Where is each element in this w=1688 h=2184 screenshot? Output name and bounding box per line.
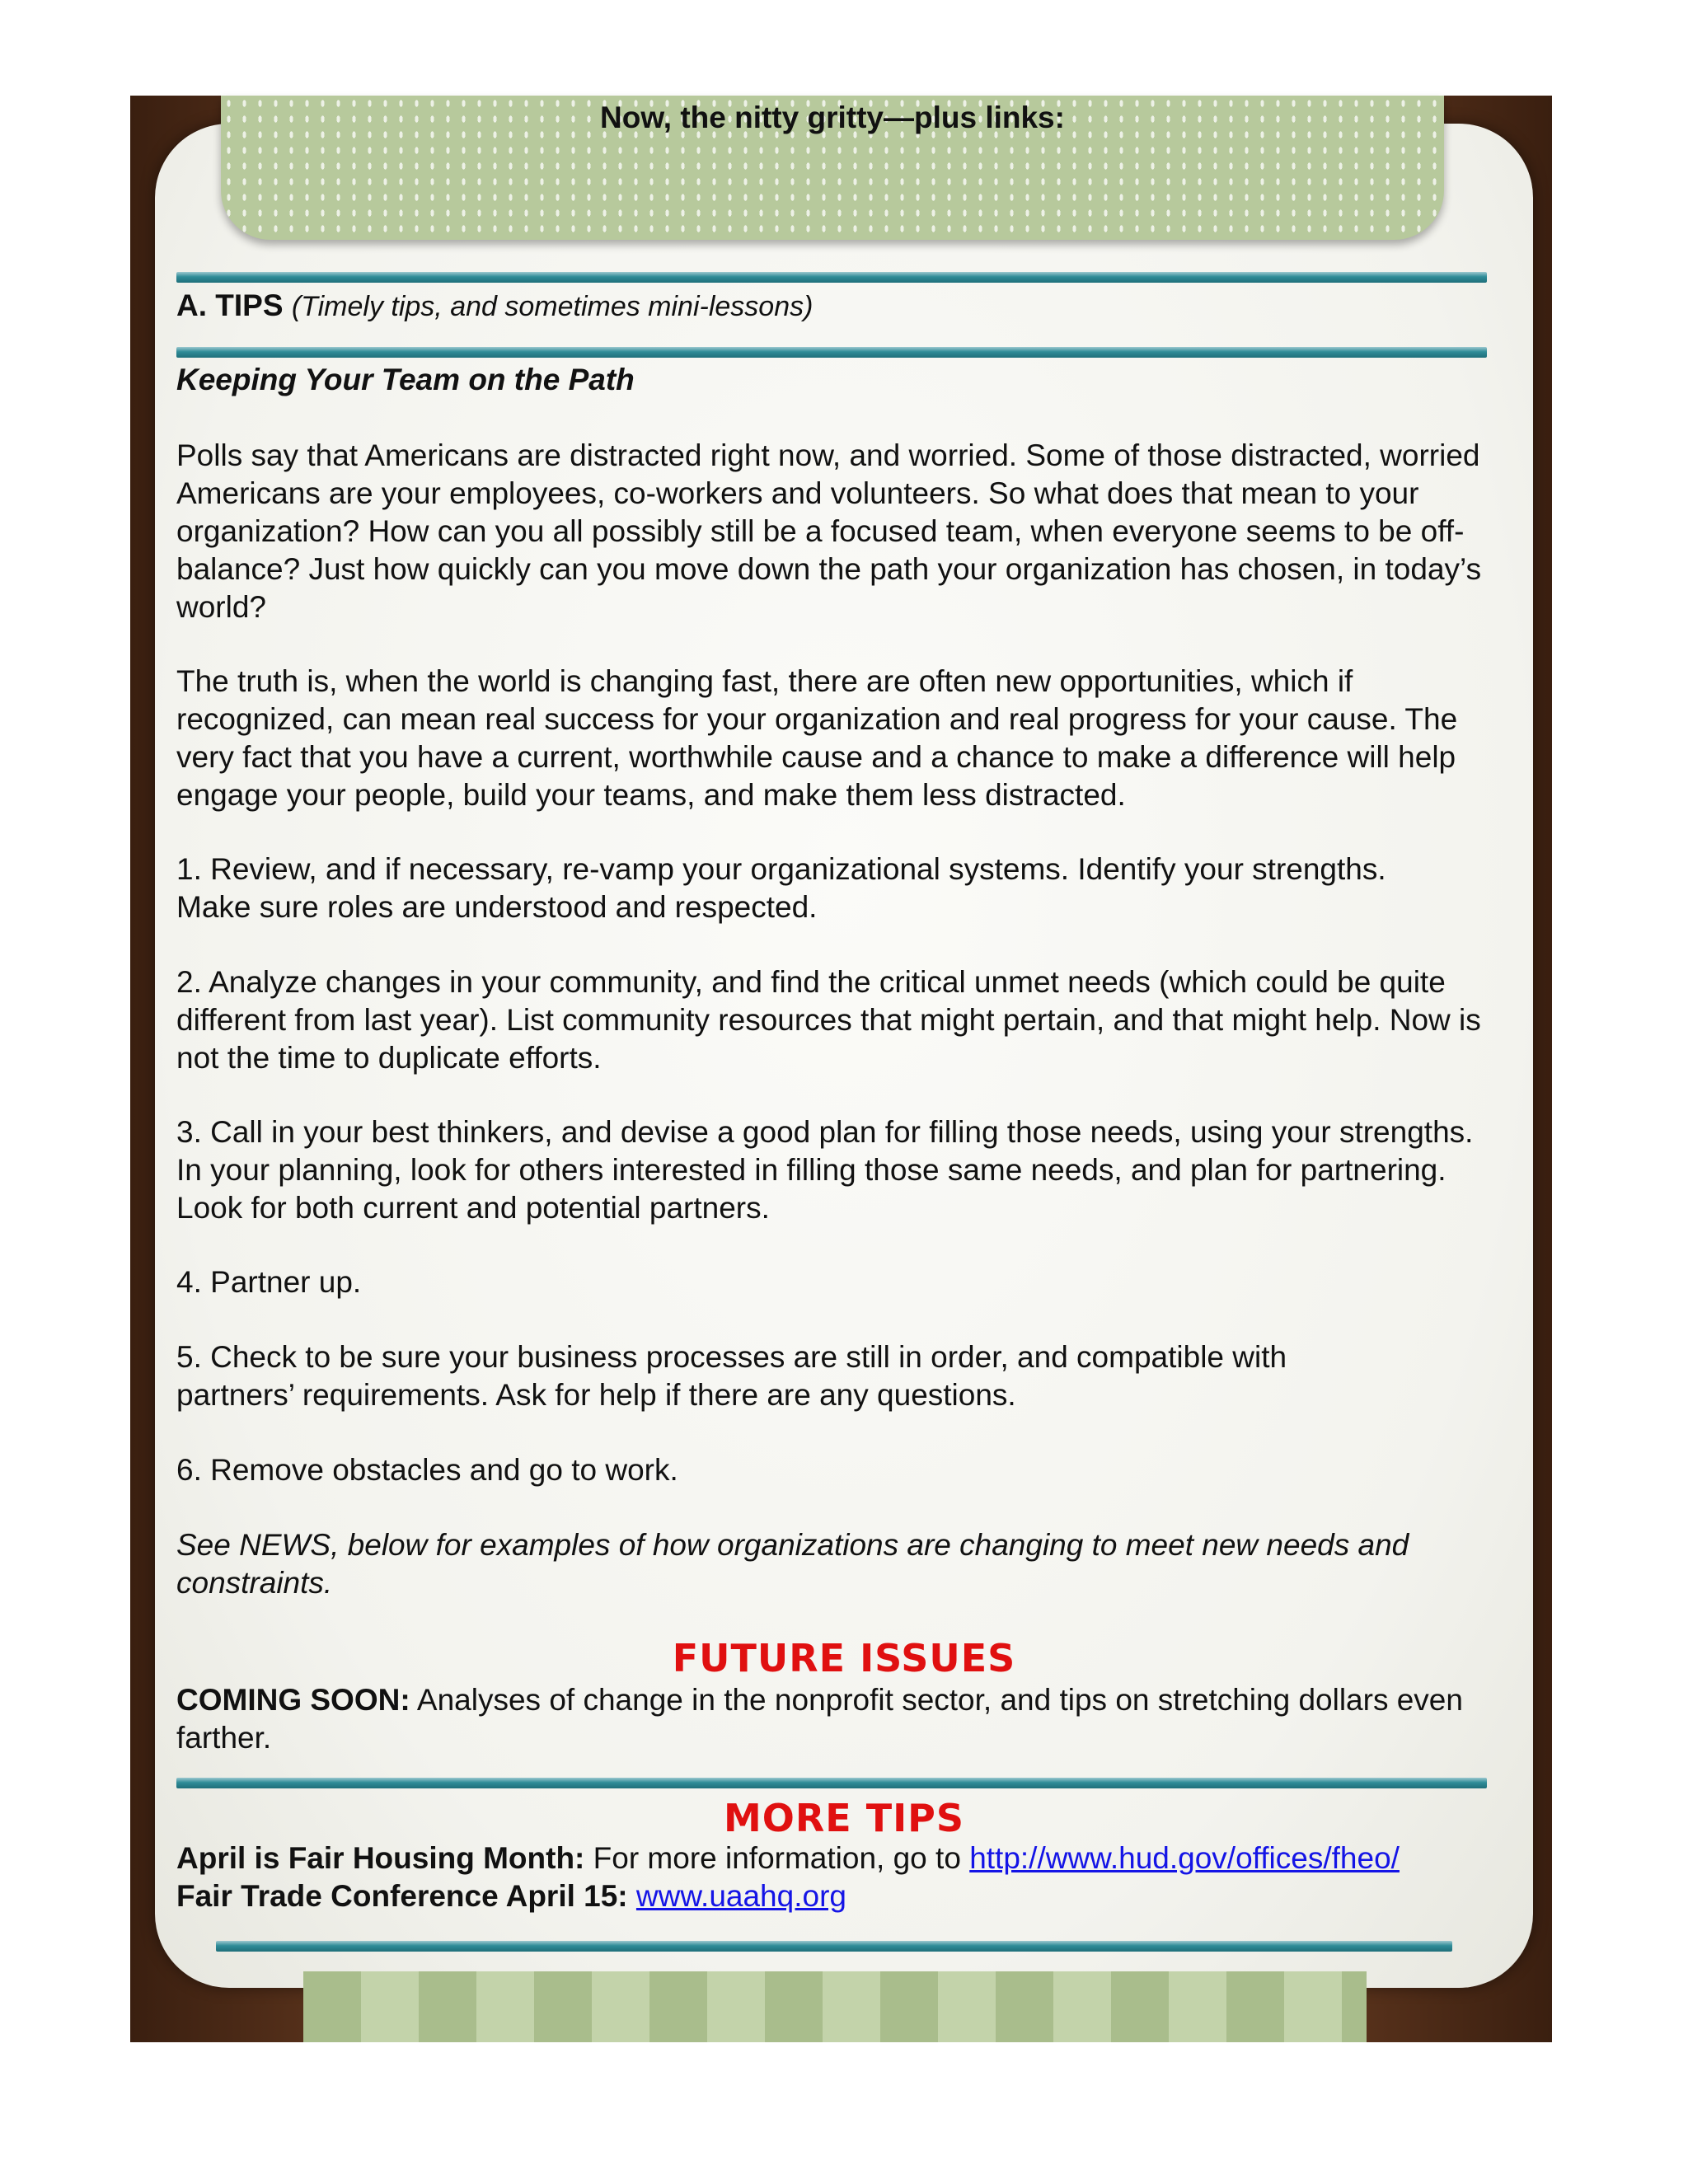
more-tips-item (176, 1840, 1528, 1877)
hud-fheo-link[interactable]: http://www.hud.gov/offices/fheo/ (969, 1841, 1400, 1875)
more-tips-heading: MORE TIPS (723, 1796, 965, 1840)
future-issues-heading: FUTURE ISSUES (672, 1636, 1016, 1680)
more-tips-item-text (628, 1879, 636, 1913)
more-tips-item-text: For more information, go to (584, 1841, 970, 1875)
divider-rule (176, 347, 1487, 358)
list-item: 2. Analyze changes in your community, and find the critical unmet needs (which could be quite different from last year). List community resources that might pertain, and that might help. Now is not the time to duplicate efforts. (176, 965, 1481, 1075)
tips-section-heading (176, 287, 1512, 326)
closing-note: See NEWS, below for examples of how organizations are changing to meet new needs and constraints. (176, 1528, 1409, 1600)
uaahq-link[interactable]: www.uaahq.org (635, 1879, 846, 1913)
more-tips-item (176, 1877, 1512, 1915)
more-tips-item-label: April is Fair Housing Month: (176, 1841, 585, 1875)
coming-soon-text (176, 1681, 1495, 1757)
divider-rule (216, 1941, 1452, 1952)
page-header-title: Now, the nitty gritty—plus links: (600, 101, 1065, 134)
bottom-ribbon-decoration (303, 1971, 1367, 2042)
article-title: Keeping Your Team on the Path (176, 363, 635, 396)
divider-rule (176, 272, 1487, 283)
list-item: 4. Partner up. (176, 1265, 362, 1299)
list-item: 6. Remove obstacles and go to work. (176, 1453, 678, 1487)
list-item: 3. Call in your best thinkers, and devise a good plan for filling those needs, using your strengths. In your planning, look for others interested in filling those same needs, and plan for partnering. Look for both current and potential partners. (176, 1115, 1474, 1225)
tips-sublabel: (Timely tips, and sometimes mini-lessons) (291, 291, 814, 322)
article-paragraph: Polls say that Americans are distracted right now, and worried. Some of those distracted, worried Americans are your employees, co-workers and volunteers. So what does that mean to your organization? How can you all possibly still be a focused team, when everyone seems to be off-balance? Just how quickly can you move down the path your organization has chosen, in today’s world? (176, 438, 1482, 624)
more-tips-item-label: Fair Trade Conference April 15: (176, 1879, 628, 1913)
article-paragraph: The truth is, when the world is changing fast, there are often new opportunities, which if recognized, can mean real success for your organization and real progress for your cause. The very fact that you have a current, worthwhile cause and a chance to make a difference will help engage your people, build your teams, and make them less distracted. (176, 664, 1458, 812)
list-item: 1. Review, and if necessary, re-vamp your organizational systems. Identify your strengths. Make sure roles are understood and respected. (176, 852, 1386, 924)
coming-soon-label: COMING SOON: (176, 1683, 410, 1717)
list-item: 5. Check to be sure your business processes are still in order, and compatible with partners’ requirements. Ask for help if there are any questions. (176, 1340, 1287, 1412)
tips-label: A. TIPS (176, 288, 284, 322)
divider-rule (176, 1778, 1487, 1788)
coming-soon-body: Analyses of change in the nonprofit sector, and tips on stretching dollars even farther. (176, 1683, 1463, 1755)
